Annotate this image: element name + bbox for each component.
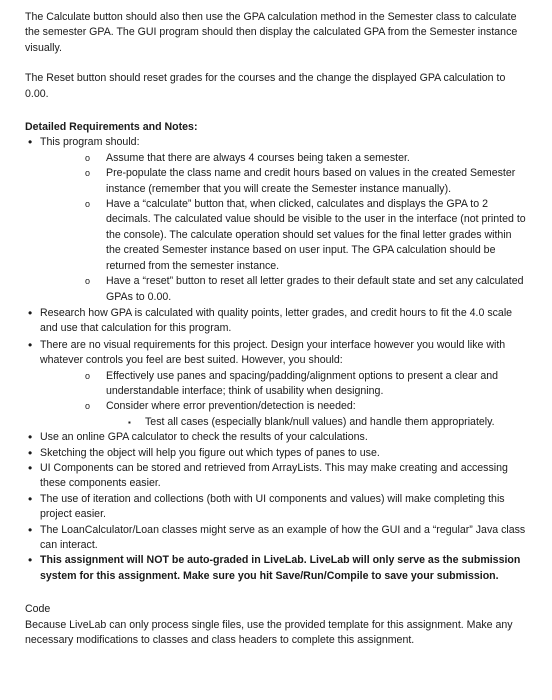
list-item-text: The LoanCalculator/Loan classes might serve as an example of how the GUI and a “regular” Java class can interact. xyxy=(40,523,526,551)
sub-list-item xyxy=(25,399,528,414)
sub-sub-list-item-text: Test all cases (especially blank/null values) and handle them appropriately. xyxy=(145,415,495,428)
list-item-text: Research how GPA is calculated with quality points, letter grades, and credit hours to fit the 4.0 scale and use that calculation for this program. xyxy=(40,306,513,335)
list-item xyxy=(25,430,528,445)
bullet-icon: • xyxy=(28,491,33,506)
square-bullet-icon: ▪ xyxy=(128,417,131,427)
code-heading: Code xyxy=(25,603,51,616)
bullet-icon: • xyxy=(28,337,33,352)
list-item xyxy=(25,492,528,523)
list-item-text: Sketching the object will help you figure out which types of panes to use. xyxy=(40,446,380,459)
bullet-icon: • xyxy=(28,522,33,537)
bullet-icon: • xyxy=(28,460,33,475)
hollow-bullet-icon: o xyxy=(85,168,91,179)
bullet-icon: • xyxy=(28,305,33,320)
list-item xyxy=(25,523,528,554)
requirements-heading: Detailed Requirements and Notes: xyxy=(25,121,198,134)
list-item-text: There are no visual requirements for this project. Design your interface however you would like with whatever controls you feel are best suited. However, you should: xyxy=(40,338,506,367)
list-item xyxy=(25,306,528,337)
sub-list-item-text: Pre-populate the class name and credit hours based on values in the created Semester instance (remember that you will create the Semester instance manually). xyxy=(106,167,516,195)
sub-list-item xyxy=(25,274,528,305)
list-item-text: This program should: xyxy=(40,136,140,149)
list-item-text: UI Components can be stored and retrieved from ArrayLists. This may make creating and accessing these components easier. xyxy=(40,461,508,490)
sub-list-item-text: Consider where error prevention/detection is needed: xyxy=(106,400,356,413)
sub-list-item xyxy=(25,151,528,166)
list-item-text: Use an online GPA calculator to check the results of your calculations. xyxy=(40,431,368,444)
list-item xyxy=(25,461,528,492)
bullet-icon: • xyxy=(28,553,33,568)
hollow-bullet-icon: o xyxy=(85,401,91,412)
hollow-bullet-icon: o xyxy=(85,276,91,287)
sub-list-item-text: Have a “calculate” button that, when clicked, calculates and displays the GPA to 2 decimals. The calculated value should be visible to the user in the interface (not printed to the console). The calculate operation should set values for the final letter grades within the created Semester instance based on user input. The GPA calculation should be returned from the semester instance. xyxy=(106,198,526,272)
bullet-icon: • xyxy=(28,135,33,150)
bullet-icon: • xyxy=(28,445,33,460)
hollow-bullet-icon: o xyxy=(85,199,91,210)
hollow-bullet-icon: o xyxy=(85,370,91,381)
list-item xyxy=(25,135,528,150)
sub-list-item-text: Effectively use panes and spacing/padding/alignment options to present a clear and understandable interface; think of usability when designing. xyxy=(106,369,499,397)
sub-list-item xyxy=(25,369,528,400)
code-paragraph: Because LiveLab can only process single files, use the provided template for this assignment. Make any necessary modifications to classes and class headers to complete this assignment. xyxy=(25,618,513,647)
list-item-text: The use of iteration and collections (both with UI components and values) will make completing this project easier. xyxy=(40,492,505,521)
sub-list-item xyxy=(25,197,528,274)
hollow-bullet-icon: o xyxy=(85,152,91,163)
list-item xyxy=(25,553,528,584)
bullet-icon: • xyxy=(28,430,33,445)
list-item xyxy=(25,446,528,461)
sub-list-item xyxy=(25,166,528,197)
list-item xyxy=(25,338,528,369)
list-item-text-bold: This assignment will NOT be auto-graded in LiveLab. LiveLab will only serve as the submission system for this assignment. Make sure you hit Save/Run/Compile to save your submission. xyxy=(40,554,521,582)
intro-paragraph-calculate: The Calculate button should also then use the GPA calculation method in the Semester class to calculate the semester GPA. The GUI program should then display the calculated GPA from the Semester instance visually. xyxy=(25,11,518,54)
sub-list-item-text: Have a “reset” button to reset all letter grades to their default state and set any calculated GPAs to 0.00. xyxy=(106,275,524,303)
sub-sub-list-item xyxy=(25,415,528,430)
intro-paragraph-reset: The Reset button should reset grades for the courses and the change the displayed GPA calculation to 0.00. xyxy=(25,72,506,100)
sub-list-item-text: Assume that there are always 4 courses being taken a semester. xyxy=(106,151,410,164)
